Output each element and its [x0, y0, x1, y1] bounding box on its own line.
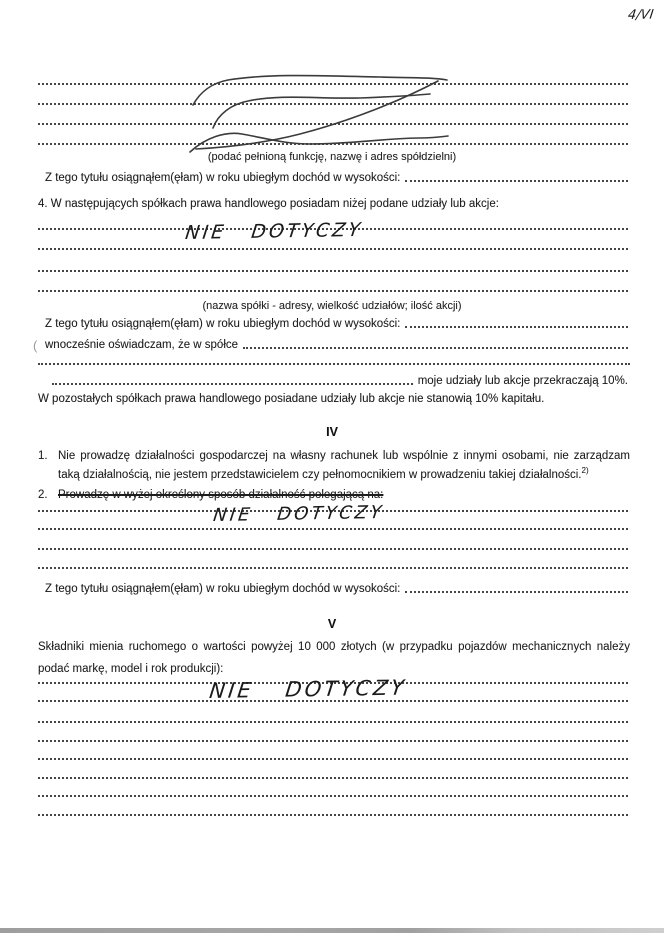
handwritten-nie-dotyczy-1: NIE DOTYCZY: [184, 218, 365, 244]
handwritten-nie-dotyczy-3: NIE DOTYCZY: [208, 675, 409, 703]
handwritten-nie-dotyczy-2: NIE DOTYCZY: [212, 502, 386, 526]
scan-edge-bar: [0, 928, 664, 933]
handwritten-crossout-scribble: [150, 66, 480, 158]
section-v-intro: Składniki mienia ruchomego o wartości powyżej 10 000 złotych (w przypadku pojazdów mechanicznych należy podać markę, model i rok produkcji):: [38, 641, 630, 675]
fill-in-line: [38, 758, 628, 760]
shares-exceed-blank: [52, 383, 413, 385]
item-1-paragraph: [58, 447, 630, 485]
fill-in-line: [38, 721, 628, 723]
item-1-footnote-ref: 2): [581, 466, 589, 476]
income-line-3: [45, 583, 628, 595]
fill-in-line: [38, 363, 630, 365]
caption-company-info: (nazwa spółki - adresy, wielkość udziałów; ilość akcji): [202, 300, 462, 312]
fill-in-line: [38, 528, 628, 530]
fill-in-line: [38, 814, 628, 816]
income-line-3-label: Z tego tytułu osiągnąłem(ęłam) w roku ubiegłym dochód w wysokości:: [45, 583, 401, 595]
point-4-text: 4. W następujących spółkach prawa handlowego posiadam niżej podane udziały lub akcje:: [38, 198, 499, 210]
income-line-2-label: Z tego tytułu osiągnąłem(ęłam) w roku ubiegłym dochód w wysokości:: [45, 318, 401, 330]
section-v-heading: V: [327, 617, 337, 631]
item-1-marker: 1.: [38, 450, 48, 462]
income-line-1-label: Z tego tytułu osiągnąłem(ęłam) w roku ubiegłym dochód w wysokości:: [45, 172, 401, 184]
item-2-text-struck: Prowadzę w wyżej określony sposób działalność polegającą na:: [58, 489, 384, 501]
company-statement-blank: [243, 347, 628, 349]
income-line-2: [45, 318, 628, 330]
fill-in-line: [38, 740, 628, 742]
income-line-1-blank: [405, 180, 628, 182]
scan-artifact-mark: (: [33, 338, 38, 353]
fill-in-line: [38, 290, 628, 292]
fill-in-line: [38, 795, 628, 797]
shares-exceed-label: moje udziały lub akcje przekraczają 10%.: [417, 375, 628, 387]
item-2-marker: 2.: [38, 489, 48, 501]
company-statement-label: wnocześnie oświadczam, że w spółce: [45, 339, 239, 351]
income-line-2-blank: [405, 326, 628, 328]
other-companies-text: W pozostałych spółkach prawa handlowego posiadane udziały lub akcje nie stanowią 10% kapitału.: [38, 393, 545, 405]
company-statement-line: [45, 339, 628, 351]
fill-in-line: [38, 248, 628, 250]
section-iv-heading: IV: [326, 425, 338, 439]
section-iv-item-1: [38, 447, 630, 485]
handwritten-page-number: 4/VI: [626, 7, 654, 24]
fill-in-line: [38, 548, 628, 550]
income-line-3-blank: [405, 591, 628, 593]
item-1-text: Nie prowadzę działalności gospodarczej na własny rachunek lub wspólnie z innymi osobami, nie zarządzam taką działalnością, nie jestem przedstawicielem czy pełnomocnikiem w prowadzeniu takiej działalności.: [58, 450, 630, 481]
fill-in-line: [38, 777, 628, 779]
shares-exceed-line: [52, 375, 628, 387]
fill-in-line: [38, 270, 628, 272]
income-line-1: [45, 172, 628, 184]
caption-cooperative-info: (podać pełnioną funkcję, nazwę i adres spółdzielni): [207, 151, 457, 163]
fill-in-line: [38, 567, 628, 569]
